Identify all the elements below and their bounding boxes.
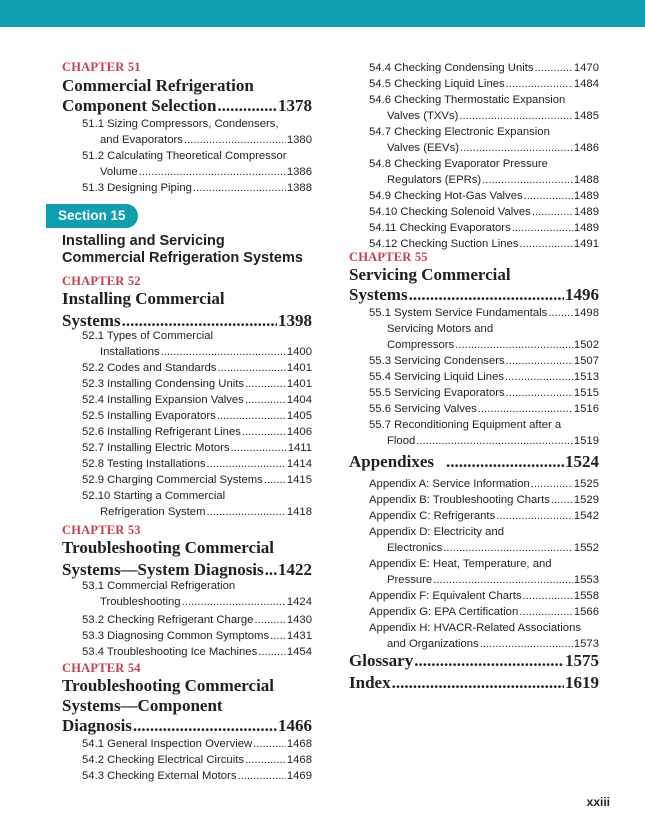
chapter-title[interactable]: Commercial Refrigeration Component Selection ..... 1378 xyxy=(62,76,312,116)
chapter-label: CHAPTER 54 xyxy=(62,661,141,675)
toc-entry[interactable]: Appendix A: Service Information ..... 1525 Appendix B: Troubleshooting Charts ..... 1529 Appendix C: Refrigerants ..... 1542 Appendix D: Electricity and Electronics ..... 1552 Appendix E: Heat, Temperature, and Pressure ..... 1553 Appendix F: Equivalent Charts ..... 1558 Appendix G: EPA Certification ..... 1566 Appendix H: HVACR-Related Associations and Organizations ..... 1573 xyxy=(369,476,599,652)
chapter-title[interactable]: Installing Commercial Systems ..... 1398 xyxy=(62,289,312,331)
toc-entry[interactable]: 51.3 Designing Piping ..... 1388 xyxy=(82,180,312,196)
section-title: Installing and Servicing Commercial Refrigeration Systems xyxy=(62,233,303,266)
toc-entry[interactable]: 54.1 General Inspection Overview ..... 1468 54.2 Checking Electrical Circuits ..... 1468 54.3 Checking External Motors ..... 1469 xyxy=(82,736,312,784)
chapter-title[interactable]: Servicing Commercial Systems ..... 1496 xyxy=(349,265,599,305)
chapter-label: CHAPTER 55 xyxy=(349,250,428,264)
chapter-label: CHAPTER 53 xyxy=(62,523,141,537)
toc-entry[interactable]: 52.2 Codes and Standards ..... 1401 52.3 Installing Condensing Units ..... 1401 52.4 Installing Expansion Valves ..... 1404 52.5 Installing Evaporators ..... 1405 52.6 Installing Refrigerant Lines ..... 1406 52.7 Installing Electric Motors ..... 1411 52.8 Testing Installations ..... 1414 52.9 Charging Commercial Systems ..... 1415 52.10 Starting a Commercial Refrigeration System ..... 1418 xyxy=(82,360,312,520)
chapter-title[interactable]: Troubleshooting Commercial Systems—System Diagnosis ..... 1422 xyxy=(62,538,312,580)
index-title[interactable]: Index ..... 1619 xyxy=(349,673,599,693)
toc-entry[interactable]: 54.4 Checking Condensing Units ..... 1470 54.5 Checking Liquid Lines ..... 1484 54.6 Checking Thermostatic Expansion Valves (TXVs) ..... 1485 54.7 Checking Electronic Expansion Valves (EEVs) ..... 1486 54.8 Checking Evaporator Pressure Regulators (EPRs) ..... 1488 54.9 Checking Hot-Gas Valves ..... 1489 54.10 Checking Solenoid Valves ..... 1489 54.11 Checking Evaporators ..... 1489 54.12 Checking Suction Lines ..... 1491 xyxy=(369,60,599,252)
header-band xyxy=(0,0,645,27)
toc-entry[interactable]: 55.1 System Service Fundamentals ..... 1498 Servicing Motors and Compressors ..... 1502 55.3 Servicing Condensers ..... 1507 55.4 Servicing Liquid Lines ..... 1513 55.5 Servicing Evaporators ..... 1515 55.6 Servicing Valves ..... 1516 55.7 Reconditioning Equipment after a Flood ..... 1519 xyxy=(369,305,599,449)
toc-entry[interactable]: 51.2 Calculating Theoretical Compressor Volume ..... 1386 xyxy=(82,148,312,180)
chapter-title[interactable]: Troubleshooting Commercial Systems—Component Diagnosis ..... 1466 xyxy=(62,676,312,736)
glossary-title[interactable]: Glossary ..... 1575 xyxy=(349,651,599,671)
appendixes-title[interactable]: Appendixes ..... 1524 xyxy=(349,452,599,472)
chapter-label: CHAPTER 51 xyxy=(62,60,141,74)
toc-entry[interactable]: 52.1 Types of Commercial Installations ..... 1400 xyxy=(82,328,312,360)
section-badge: Section 15 xyxy=(46,204,138,228)
chapter-label: CHAPTER 52 xyxy=(62,274,141,288)
toc-entry[interactable]: 51.1 Sizing Compressors, Condensers, and Evaporators ..... 1380 xyxy=(82,116,312,148)
toc-entry[interactable]: 53.1 Commercial Refrigeration Troubleshooting ..... 1424 53.2 Checking Refrigerant Charge ..... 1430 53.3 Diagnosing Common Symptoms ..... 1431 53.4 Troubleshooting Ice Machines ..... 1454 xyxy=(82,578,312,660)
page-number: xxiii xyxy=(586,795,610,809)
